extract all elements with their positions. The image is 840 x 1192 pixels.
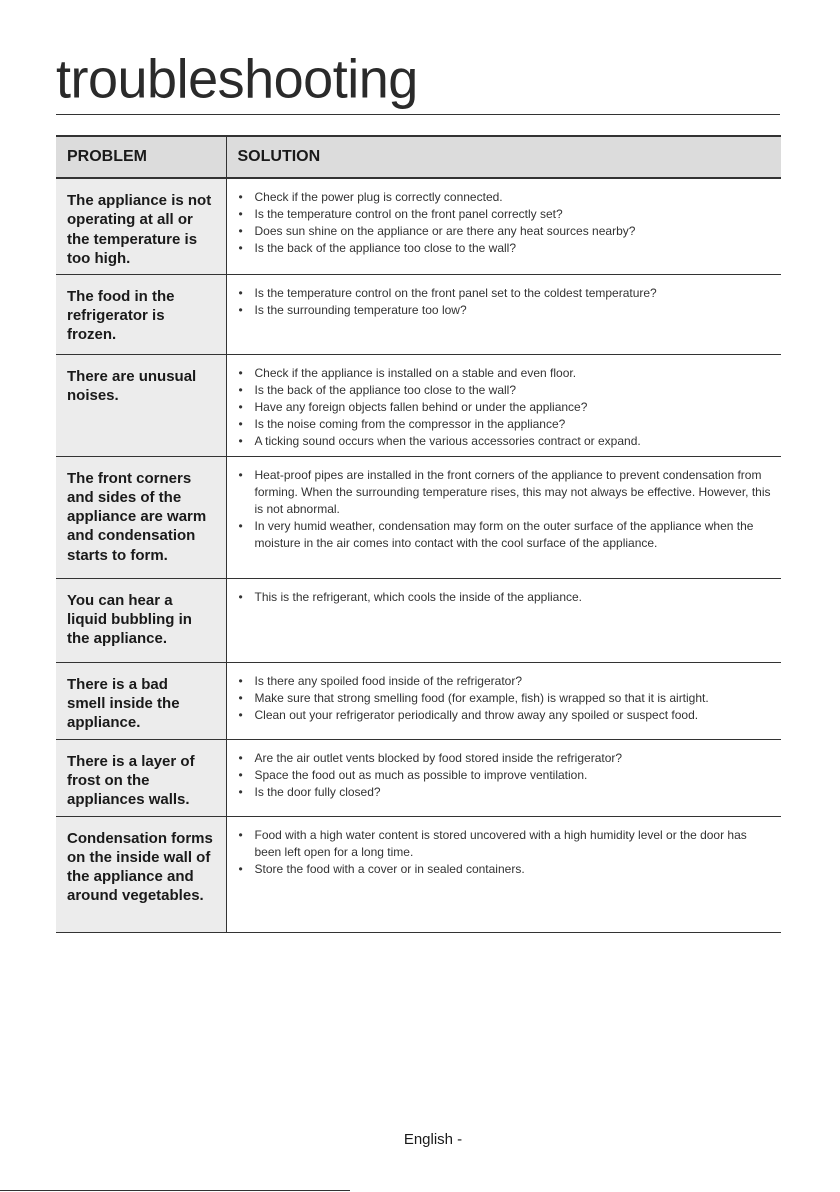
problem-text: The front corners and sides of the appliance are warm and condensation starts to form. — [67, 469, 207, 564]
list-item: • Check if the appliance is installed on a stable and even floor. — [238, 365, 774, 382]
table-row — [56, 739, 781, 816]
problem-text: There is a layer of frost on the appliances walls. — [67, 752, 195, 809]
solution-list — [238, 365, 774, 450]
list-item: • Is the surrounding temperature too low? — [238, 302, 774, 319]
list-item: • Food with a high water content is stored uncovered with a high humidity level or the door has been left open for a long time. — [238, 827, 774, 861]
list-item: • Is the temperature control on the front panel set to the coldest temperature? — [238, 285, 774, 302]
solution-list — [238, 189, 774, 257]
problem-text: Condensation forms on the inside wall of the appliance and around vegetables. — [67, 829, 213, 905]
problem-text: There are unusual noises. — [67, 367, 197, 404]
list-item: • Is the back of the appliance too close to the wall? — [238, 240, 774, 257]
solution-list — [238, 750, 774, 801]
problem-cell — [56, 178, 226, 274]
list-item: • Are the air outlet vents blocked by food stored inside the refrigerator? — [238, 750, 774, 767]
list-item: • Check if the power plug is correctly connected. — [238, 189, 774, 206]
problem-column-header: PROBLEM — [56, 136, 226, 178]
table-row — [56, 456, 781, 578]
list-item: • This is the refrigerant, which cools the inside of the appliance. — [238, 589, 774, 606]
solution-cell — [226, 578, 781, 662]
solution-list — [238, 467, 774, 552]
list-item: • Clean out your refrigerator periodically and throw away any spoiled or suspect food. — [238, 707, 774, 724]
solution-cell — [226, 456, 781, 578]
list-item: • Is there any spoiled food inside of the refrigerator? — [238, 673, 774, 690]
footer-language: English - — [403, 1131, 463, 1148]
problem-cell — [56, 456, 226, 578]
solution-list — [238, 827, 774, 878]
problem-text: You can hear a liquid bubbling in the appliance. — [67, 591, 192, 648]
solution-cell — [226, 274, 781, 354]
problem-text: The appliance is not operating at all or the temperature is too high. — [67, 192, 212, 267]
table-row — [56, 354, 781, 456]
list-item: • In very humid weather, condensation may form on the outer surface of the appliance when the moisture in the air comes into contact with the cool surface of the appliance. — [238, 518, 774, 552]
bottom-divider — [0, 1190, 350, 1191]
solution-list — [238, 285, 774, 319]
list-item: • Is the door fully closed? — [238, 784, 774, 801]
list-item: • A ticking sound occurs when the various accessories contract or expand. — [238, 433, 774, 450]
table-header-row — [56, 136, 781, 178]
list-item: • Space the food out as much as possible to improve ventilation. — [238, 767, 774, 784]
solution-list — [238, 589, 774, 606]
problem-cell — [56, 662, 226, 739]
solution-cell — [226, 178, 781, 274]
problem-cell — [56, 739, 226, 816]
list-item: • Make sure that strong smelling food (for example, fish) is wrapped so that it is airtight. — [238, 690, 774, 707]
table-row — [56, 578, 781, 662]
troubleshooting-table — [56, 135, 781, 933]
solution-list — [238, 673, 774, 724]
list-item: • Have any foreign objects fallen behind or under the appliance? — [238, 399, 774, 416]
list-item: • Is the temperature control on the front panel correctly set? — [238, 206, 774, 223]
solution-column-header: SOLUTION — [226, 136, 781, 178]
page-title: troubleshooting — [56, 48, 418, 110]
table-row — [56, 816, 781, 932]
table-row — [56, 274, 781, 354]
table-row — [56, 178, 781, 274]
table-row — [56, 662, 781, 739]
problem-cell — [56, 354, 226, 456]
list-item: • Is the back of the appliance too close to the wall? — [238, 382, 774, 399]
solution-cell — [226, 739, 781, 816]
solution-cell — [226, 816, 781, 932]
list-item: • Heat-proof pipes are installed in the front corners of the appliance to prevent condensation from forming. When the surrounding temperature rises, this may not always be effective. However, this is not abnormal. — [238, 467, 774, 518]
problem-cell — [56, 816, 226, 932]
problem-text: There is a bad smell inside the appliance. — [67, 675, 180, 732]
list-item: • Is the noise coming from the compressor in the appliance? — [238, 416, 774, 433]
title-divider — [56, 114, 780, 115]
list-item: • Store the food with a cover or in sealed containers. — [238, 861, 774, 878]
problem-cell — [56, 578, 226, 662]
problem-text: The food in the refrigerator is frozen. — [67, 287, 175, 344]
list-item: • Does sun shine on the appliance or are there any heat sources nearby? — [238, 223, 774, 240]
solution-cell — [226, 662, 781, 739]
problem-cell — [56, 274, 226, 354]
solution-cell — [226, 354, 781, 456]
page-footer — [0, 1131, 840, 1148]
